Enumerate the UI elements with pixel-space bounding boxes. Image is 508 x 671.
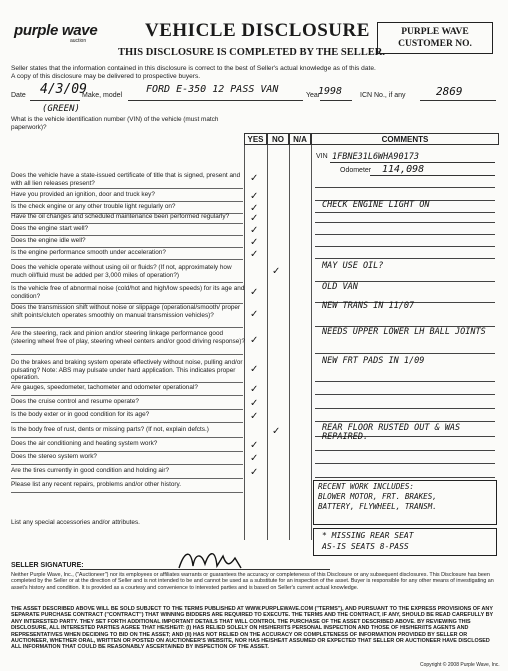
vin-label: VIN [316, 153, 328, 160]
vin-value[interactable]: 1FBNE31L6WHA90173 [332, 152, 419, 162]
comment-text[interactable]: CHECK ENGINE LIGHT ON [322, 200, 430, 210]
row-divider [11, 223, 243, 224]
make-label: Make, model [82, 92, 123, 99]
color-value[interactable]: (GREEN) [42, 104, 80, 114]
odometer-value[interactable]: 114,098 [382, 164, 425, 175]
customer-number-box [377, 22, 493, 54]
row-divider [11, 437, 243, 438]
odometer-underline [370, 175, 495, 176]
comment-underline [315, 234, 495, 235]
comment-underline [315, 421, 495, 422]
row-divider [11, 464, 243, 465]
question-text: Is the engine performance smooth under acceleration? [11, 249, 166, 256]
comment-text[interactable]: NEW TRANS IN 11/07 [322, 301, 415, 311]
recent-work-question: Please list any recent repairs, problems and/or other history. [11, 481, 182, 488]
row-divider [11, 422, 243, 423]
row-divider [11, 354, 243, 355]
question-text: Have the oil changes and scheduled maintenance been performed regularly? [11, 213, 230, 220]
make-value[interactable]: FORD E-350 12 PASS VAN [146, 84, 279, 95]
comment-underline [315, 222, 495, 223]
comment-underline [315, 408, 495, 409]
purple-wave-logo: purple wave [14, 22, 98, 39]
page-title: VEHICLE DISCLOSURE [145, 20, 370, 41]
page-subtitle: THIS DISCLOSURE IS COMPLETED BY THE SELLER. [118, 47, 385, 58]
intro-text [11, 65, 501, 81]
year-label: Year [306, 92, 321, 99]
question-text: Is the check engine or any other trouble light regularly on? [11, 203, 176, 210]
comment-underline [315, 477, 495, 478]
row-divider [11, 259, 243, 260]
answer-checkmark-yes[interactable]: ✓ [250, 237, 259, 248]
header-na: N/A [289, 133, 311, 145]
row-divider [11, 327, 243, 328]
customer-box-line1: PURPLE WAVE [401, 27, 469, 37]
answer-checkmark-yes[interactable]: ✓ [250, 453, 259, 464]
answer-checkmark-yes[interactable]: ✓ [250, 191, 259, 202]
answer-checkmark-yes[interactable]: ✓ [250, 363, 259, 375]
year-value[interactable]: 1998 [318, 86, 343, 97]
comment-underline [315, 187, 495, 188]
icn-underline [420, 100, 496, 101]
date-value[interactable]: 4/3/09 [40, 82, 87, 97]
question-text: Does the transmission shift without noise or slippage (operational/smooth/ proper shift points/clutch operates smoothly on manual transmission vehicles)? [11, 304, 241, 319]
recent-work-text[interactable] [318, 482, 437, 512]
header-comments: COMMENTS [311, 133, 499, 145]
answer-checkmark-yes[interactable]: ✓ [250, 398, 259, 409]
answer-checkmark-yes[interactable]: ✓ [250, 213, 259, 224]
date-underline [30, 100, 80, 101]
question-text: Have you provided an ignition, door and truck key? [11, 191, 155, 198]
answer-checkmark-yes[interactable]: ✓ [250, 225, 259, 236]
row-divider [11, 247, 243, 248]
answer-checkmark-yes[interactable]: ✓ [250, 411, 259, 422]
seller-signature-drawing[interactable] [175, 546, 255, 574]
comment-text[interactable]: MAY USE OIL? [322, 261, 384, 271]
comment-text[interactable]: NEEDS UPPER LOWER LH BALL JOINTS [322, 327, 486, 337]
comment-text[interactable]: OLD VAN [322, 282, 358, 292]
question-text: Is the vehicle free of abnormal noise (cold/hot and high/low speeds) for its age and condition? [11, 285, 245, 300]
header-yes: YES [244, 133, 267, 145]
question-text: Does the air conditioning and heating system work? [11, 440, 158, 447]
answer-checkmark-no[interactable]: ✓ [272, 266, 281, 277]
answer-checkmark-yes[interactable]: ✓ [250, 335, 259, 346]
answer-checkmark-yes[interactable]: ✓ [250, 287, 259, 298]
terms-text: THE ASSET DESCRIBED ABOVE WILL BE SOLD SUBJECT TO THE TERMS PUBLISHED AT WWW.PURPLEWAVE.COM ("TERMS"), AND PURSUANT TO THE EXPRESS PROVISIONS OF ANY SEPARATE PURCHASE CONTRACT ("CONTRACT") THAT WINNING BIDDERS ARE REQUIRED TO EXECUTE. THE TERMS AND THE CONTRACT, IF ANY, SHOULD BE READ CAREFULLY BY ANY INTERESTED PARTY. THEY SET FORTH ADDITIONAL IMPORTANT DETAILS THAT WILL CONTROL THE PURCHASE OF THE ASSET DESCRIBED ABOVE. BY REVIEWING THIS DISCLOSURE, ALL INTERESTED PARTIES AGREE THAT HE/SHE/IT: (I) HAS RELIED SOLELY ON HIS/HER/ITS PERSONAL INSPECTION AND THOSE OF HIS/HER/ITS AGENTS AND REPRESENTATIVES WHEN DECIDING TO BID ON THE ASSET; AND (II) HAS NOT RELIED ON THE ACCURACY OR COMPLETENESS OF INFORMATION PROVIDED BY SELLER OR AUCTIONEER, WHETHER ORAL, WRITTEN OR POSTED ON AUCTIONEER'S WEBSITE, NOR HAS HE/SHE/IT ASSUMED OR EXPECTED THAT SELLER OR AUCTIONEER HAVE DISCLOSED ALL INFORMATION THAT COULD BE REASONABLY ASCERTAINED BY INSPECTION OF THE ASSET. [11, 606, 493, 651]
comment-underline [315, 353, 495, 354]
row-divider [11, 188, 243, 189]
icn-value[interactable]: 2869 [436, 85, 463, 98]
row-divider [11, 382, 243, 383]
answer-checkmark-yes[interactable]: ✓ [250, 249, 259, 260]
recent-work-line [11, 492, 243, 493]
answer-checkmark-yes[interactable]: ✓ [250, 173, 259, 184]
recent-work-line2: BLOWER MOTOR, FRT. BRAKES, [318, 492, 437, 501]
col-divider-comments [311, 145, 312, 540]
header-no: NO [267, 133, 289, 145]
vin-question: What is the vehicle identification number (VIN) of the vehicle (must match paperwork)? [11, 116, 219, 131]
intro-line1: Seller states that the information contained in this disclosure is correct to the best of Seller's actual knowledge as of this date. [11, 65, 376, 72]
comment-underline [315, 463, 495, 464]
comment-underline [315, 246, 495, 247]
answer-checkmark-yes[interactable]: ✓ [250, 308, 259, 320]
disclaimer-text: Neither Purple Wave, Inc., ("Auctioneer") nor its employees or affiliates warrants or guarantees the accuracy or completeness of this Disclosure or any subsequent disclosures. This Disclosure has been completed by the Seller or at the direction of Seller and is not intended to be and cannot be used as a substitute for an inspection of the asset. Buyer is responsible for any other means of investigating an asset's history and condition. It is provided as a courtesy and convenience to interested parties and is based on Seller's current actual knowledge. [11, 572, 494, 591]
row-divider [11, 201, 243, 202]
question-text: Are the tires currently in good condition and holding air? [11, 467, 170, 474]
row-divider [11, 451, 243, 452]
recent-work-line1: RECENT WORK INCLUDES: [318, 482, 415, 491]
question-text: Are the steering, rack and pinion and/or steering linkage performance good (steering wheel free of play, steering wheel centers and/or good driving response)? [11, 330, 245, 345]
question-text: Are gauges, speedometer, tachometer and odometer operational? [11, 384, 198, 391]
question-text: Do the brakes and braking system operate effectively without noise, pulling and/or pulsating? Note: ABS may pulsate under hard application. This indicates proper operation. [11, 359, 243, 382]
icn-label: ICN No., if any [360, 92, 406, 99]
question-text: Is the body exter or in good condition for its age? [11, 411, 150, 418]
row-divider [11, 409, 243, 410]
question-text: Does the stereo system work? [11, 453, 97, 460]
comment-underline [315, 450, 495, 451]
col-divider-no [267, 145, 268, 540]
row-divider [11, 395, 243, 396]
question-text: Does the vehicle have a state-issued certificate of title that is signed, present and with all lien releases present? [11, 172, 241, 187]
answer-checkmark-yes[interactable]: ✓ [250, 384, 259, 395]
accessories-line2: AS-IS SEATS 8-PASS [322, 542, 409, 551]
comment-text[interactable]: REAR FLOOR RUSTED OUT & WAS REPAIRED. [322, 423, 461, 442]
comment-text[interactable]: NEW FRT PADS IN 1/09 [322, 356, 425, 366]
vin-underline [330, 162, 495, 163]
row-divider [11, 282, 243, 283]
make-underline [128, 100, 303, 101]
question-text: Does the cruise control and resume operate? [11, 398, 139, 405]
row-divider [11, 478, 243, 479]
accessories-text[interactable] [322, 530, 414, 552]
question-text: Is the body free of rust, dents or missing parts? (If not, explain defcts.) [11, 426, 209, 433]
logo-subtitle: auction [70, 38, 87, 44]
question-text: Does the engine idle well? [11, 237, 86, 244]
comment-underline [315, 394, 495, 395]
answer-checkmark-yes[interactable]: ✓ [250, 467, 259, 478]
col-divider-na [289, 145, 290, 540]
row-divider [11, 235, 243, 236]
comment-underline [315, 381, 495, 382]
customer-box-line2: CUSTOMER NO. [398, 39, 472, 49]
comment-underline [315, 258, 495, 259]
accessories-line1: * MISSING REAR SEAT [322, 531, 414, 540]
answer-checkmark-yes[interactable]: ✓ [250, 203, 259, 214]
recent-work-line3: BATTERY, FLYWHEEL, TRANSM. [318, 502, 437, 511]
answer-checkmark-no[interactable]: ✓ [272, 426, 281, 437]
odometer-label: Odometer [340, 167, 372, 174]
intro-line2: A copy of this disclosure may be delivered to prospective buyers. [11, 73, 201, 80]
year-underline [320, 100, 352, 101]
date-label: Date [11, 92, 26, 99]
comment-underline [315, 212, 495, 213]
copyright: Copyright © 2008 Purple Wave, Inc. [420, 662, 500, 668]
answer-checkmark-yes[interactable]: ✓ [250, 440, 259, 451]
signature-label: SELLER SIGNATURE: [11, 562, 84, 569]
question-text: Does the vehicle operate without using oil or fluids? (If not, approximately how much oil/fluid must be added per 3,000 miles of operation?) [11, 264, 232, 279]
question-text: Does the engine start well? [11, 225, 89, 232]
accessories-question: List any special accessories and/or attributes. [11, 519, 140, 526]
